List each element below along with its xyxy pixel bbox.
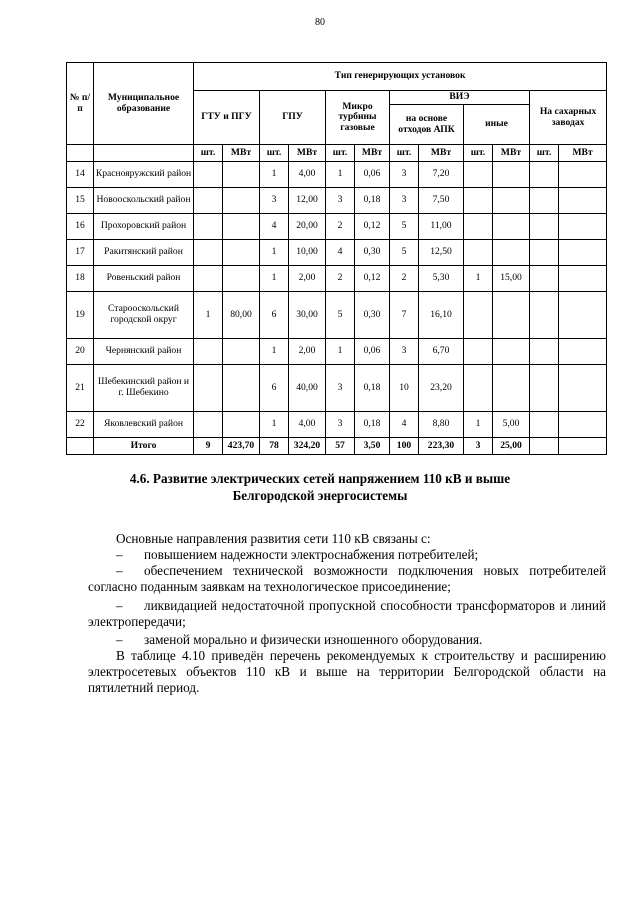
total-row (67, 438, 607, 455)
unit-mw: МВт (493, 145, 530, 162)
table-row (67, 162, 607, 188)
col-header-vie: ВИЭ (390, 91, 530, 105)
value-cell: 10 (390, 365, 419, 412)
total-value-cell: 9 (194, 438, 223, 455)
value-cell: 1 (326, 339, 355, 365)
value-cell (194, 188, 223, 214)
value-cell: 3 (260, 188, 289, 214)
value-cell: 0,12 (355, 266, 390, 292)
value-cell: 4 (390, 412, 419, 438)
unit-mw: МВт (419, 145, 464, 162)
closing-paragraph: В таблице 4.10 приведён перечень рекомендуемых к строительству и расширению электросетевых объектов 110 кВ и выше на территории Белгородской области на пятилетний период. (88, 648, 606, 695)
value-cell: 20,00 (289, 214, 326, 240)
value-cell: 6 (260, 292, 289, 339)
value-cell (194, 266, 223, 292)
value-cell: 7 (390, 292, 419, 339)
value-cell: 3 (326, 188, 355, 214)
col-header-num: № п/п (67, 63, 94, 145)
value-cell: 1 (464, 266, 493, 292)
value-cell (464, 292, 493, 339)
municipality-cell: Прохоровский район (94, 214, 194, 240)
list-item-text: заменой морально и физически изношенного оборудования. (144, 632, 483, 647)
value-cell: 16,10 (419, 292, 464, 339)
value-cell (493, 188, 530, 214)
value-cell: 0,06 (355, 162, 390, 188)
value-cell: 4,00 (289, 412, 326, 438)
total-value-cell: 78 (260, 438, 289, 455)
col-header-sugar-plants: На сахарных заводах (530, 91, 607, 145)
generation-table (66, 62, 607, 455)
unit-mw: МВт (223, 145, 260, 162)
total-value-cell (530, 438, 559, 455)
value-cell (559, 339, 607, 365)
value-cell: 23,20 (419, 365, 464, 412)
value-cell: 7,20 (419, 162, 464, 188)
value-cell: 1 (260, 412, 289, 438)
value-cell: 2 (390, 266, 419, 292)
municipality-cell: Новооскольский район (94, 188, 194, 214)
municipality-cell: Ракитянский район (94, 240, 194, 266)
table-row (67, 339, 607, 365)
page-number: 80 (315, 17, 325, 28)
table-row (67, 240, 607, 266)
value-cell (223, 214, 260, 240)
value-cell (493, 365, 530, 412)
total-value-cell: 3,50 (355, 438, 390, 455)
value-cell (223, 162, 260, 188)
header-row-1 (67, 63, 607, 91)
value-cell (530, 162, 559, 188)
dash-mark: – (116, 563, 123, 578)
value-cell: 1 (260, 266, 289, 292)
value-cell (530, 240, 559, 266)
value-cell: 6 (260, 365, 289, 412)
value-cell (559, 240, 607, 266)
total-value-cell: 223,30 (419, 438, 464, 455)
units-cell (94, 145, 194, 162)
unit-pcs: шт. (326, 145, 355, 162)
value-cell: 3 (390, 162, 419, 188)
row-number-cell: 20 (67, 339, 94, 365)
table-row (67, 214, 607, 240)
col-header-other: иные (464, 105, 530, 145)
value-cell (493, 292, 530, 339)
units-cell (67, 145, 94, 162)
value-cell: 0,06 (355, 339, 390, 365)
value-cell: 5 (326, 292, 355, 339)
value-cell (194, 339, 223, 365)
value-cell (194, 214, 223, 240)
row-number-cell: 16 (67, 214, 94, 240)
total-empty-cell (67, 438, 94, 455)
value-cell (464, 214, 493, 240)
total-value-cell: 3 (464, 438, 493, 455)
unit-mw: МВт (355, 145, 390, 162)
municipality-cell: Чернянский район (94, 339, 194, 365)
list-item (88, 547, 606, 563)
value-cell (223, 365, 260, 412)
unit-pcs: шт. (194, 145, 223, 162)
value-cell (464, 339, 493, 365)
value-cell: 8,80 (419, 412, 464, 438)
value-cell (464, 365, 493, 412)
unit-pcs: шт. (464, 145, 493, 162)
value-cell (223, 266, 260, 292)
value-cell (559, 214, 607, 240)
value-cell: 3 (390, 339, 419, 365)
unit-pcs: шт. (530, 145, 559, 162)
value-cell (223, 188, 260, 214)
value-cell (464, 188, 493, 214)
table-row (67, 266, 607, 292)
row-number-cell: 18 (67, 266, 94, 292)
value-cell (530, 412, 559, 438)
value-cell: 6,70 (419, 339, 464, 365)
table-row (67, 292, 607, 339)
row-number-cell: 22 (67, 412, 94, 438)
value-cell: 1 (326, 162, 355, 188)
value-cell: 0,18 (355, 412, 390, 438)
row-number-cell: 15 (67, 188, 94, 214)
value-cell: 2 (326, 214, 355, 240)
col-header-gpu: ГПУ (260, 91, 326, 145)
municipality-cell: Шебекинский район и г. Шебекино (94, 365, 194, 412)
value-cell (530, 365, 559, 412)
value-cell: 5,00 (493, 412, 530, 438)
value-cell (464, 240, 493, 266)
row-number-cell: 19 (67, 292, 94, 339)
col-header-apk: на основе отходов АПК (390, 105, 464, 145)
section-title (60, 471, 580, 504)
list-item (88, 598, 606, 630)
value-cell: 3 (326, 365, 355, 412)
value-cell (223, 240, 260, 266)
total-value-cell (559, 438, 607, 455)
value-cell: 12,00 (289, 188, 326, 214)
list-item-text: повышением надежности электроснабжения потребителей; (144, 547, 479, 562)
value-cell (559, 292, 607, 339)
dash-mark: – (116, 598, 123, 613)
unit-pcs: шт. (260, 145, 289, 162)
intro-paragraph: Основные направления развития сети 110 кВ связаны с: (116, 531, 431, 546)
value-cell (530, 339, 559, 365)
value-cell: 3 (390, 188, 419, 214)
total-value-cell: 57 (326, 438, 355, 455)
row-number-cell: 21 (67, 365, 94, 412)
value-cell (559, 365, 607, 412)
value-cell (530, 266, 559, 292)
total-value-cell: 324,20 (289, 438, 326, 455)
unit-pcs: шт. (390, 145, 419, 162)
value-cell (530, 214, 559, 240)
total-value-cell: 25,00 (493, 438, 530, 455)
value-cell: 1 (194, 292, 223, 339)
value-cell (530, 292, 559, 339)
col-header-gen-type: Тип генерирующих установок (194, 63, 607, 91)
value-cell: 5,30 (419, 266, 464, 292)
value-cell: 11,00 (419, 214, 464, 240)
value-cell: 12,50 (419, 240, 464, 266)
value-cell: 1 (260, 240, 289, 266)
value-cell: 5 (390, 240, 419, 266)
value-cell: 1 (464, 412, 493, 438)
value-cell: 4,00 (289, 162, 326, 188)
value-cell (223, 339, 260, 365)
value-cell (559, 162, 607, 188)
value-cell: 4 (260, 214, 289, 240)
value-cell (493, 240, 530, 266)
row-number-cell: 14 (67, 162, 94, 188)
value-cell: 30,00 (289, 292, 326, 339)
list-item-text: обеспечением технической возможности подключения новых потребителей согласно поданным заявкам на технологическое присоединение; (88, 563, 606, 594)
value-cell (194, 412, 223, 438)
col-header-micro-turbines: Микро турбины газовые (326, 91, 390, 145)
value-cell: 1 (260, 162, 289, 188)
municipality-cell: Краснояружский район (94, 162, 194, 188)
unit-mw: МВт (559, 145, 607, 162)
value-cell (194, 365, 223, 412)
col-header-municipality: Муниципальное образование (94, 63, 194, 145)
value-cell: 0,12 (355, 214, 390, 240)
list-item (88, 632, 606, 648)
value-cell: 80,00 (223, 292, 260, 339)
total-label: Итого (94, 438, 194, 455)
col-header-gtu-pgu: ГТУ и ПГУ (194, 91, 260, 145)
section-title-line-1: 4.6. Развитие электрических сетей напряжением 110 кВ и выше (129, 471, 511, 486)
value-cell (493, 339, 530, 365)
value-cell: 2,00 (289, 266, 326, 292)
unit-mw: МВт (289, 145, 326, 162)
value-cell: 10,00 (289, 240, 326, 266)
value-cell (559, 412, 607, 438)
value-cell: 0,18 (355, 188, 390, 214)
table-row (67, 412, 607, 438)
table-row (67, 365, 607, 412)
value-cell: 0,30 (355, 240, 390, 266)
value-cell (559, 188, 607, 214)
value-cell: 5 (390, 214, 419, 240)
value-cell: 7,50 (419, 188, 464, 214)
total-value-cell: 423,70 (223, 438, 260, 455)
value-cell: 40,00 (289, 365, 326, 412)
municipality-cell: Старооскольский городской округ (94, 292, 194, 339)
value-cell: 15,00 (493, 266, 530, 292)
municipality-cell: Яковлевский район (94, 412, 194, 438)
value-cell (223, 412, 260, 438)
table-row (67, 188, 607, 214)
value-cell (530, 188, 559, 214)
value-cell: 0,18 (355, 365, 390, 412)
value-cell: 1 (260, 339, 289, 365)
dash-mark: – (116, 547, 123, 562)
row-number-cell: 17 (67, 240, 94, 266)
section-title-line-2: Белгородской энергосистемы (232, 487, 408, 503)
value-cell (194, 162, 223, 188)
value-cell (194, 240, 223, 266)
value-cell: 2,00 (289, 339, 326, 365)
value-cell: 4 (326, 240, 355, 266)
value-cell (464, 162, 493, 188)
municipality-cell: Ровеньский район (94, 266, 194, 292)
value-cell: 2 (326, 266, 355, 292)
table-body (67, 63, 607, 455)
value-cell: 3 (326, 412, 355, 438)
total-value-cell: 100 (390, 438, 419, 455)
value-cell (559, 266, 607, 292)
value-cell: 0,30 (355, 292, 390, 339)
value-cell (493, 162, 530, 188)
header-units-row (67, 145, 607, 162)
list-item (88, 563, 606, 595)
dash-mark: – (116, 632, 123, 647)
list-item-text: ликвидацией недостаточной пропускной способности трансформаторов и линий электропередачи; (88, 598, 606, 629)
value-cell (493, 214, 530, 240)
